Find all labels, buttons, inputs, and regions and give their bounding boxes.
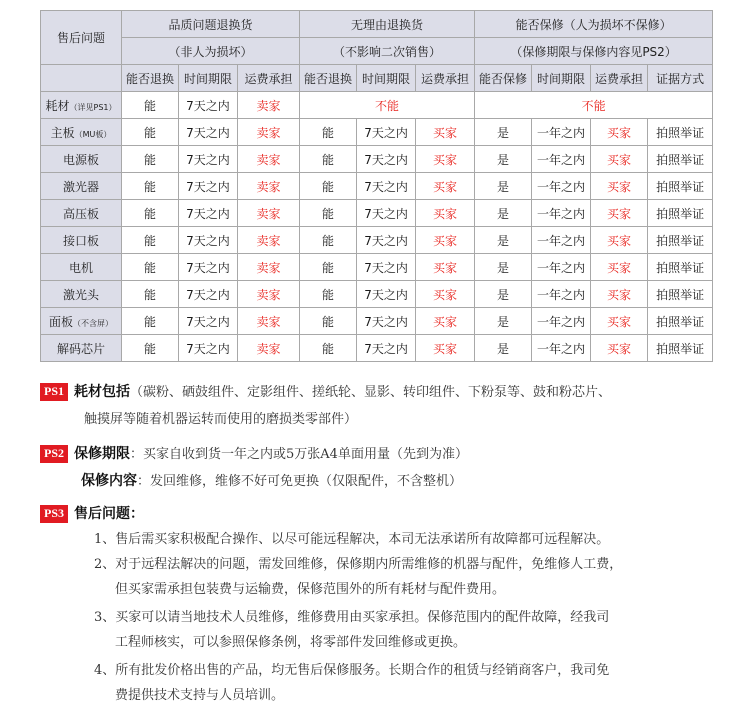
table-cell: 7天之内 [357,119,416,146]
table-cell: 能 [300,173,357,200]
table-cell: 能 [300,146,357,173]
table-cell: 能 [300,119,357,146]
table-cell: 能 [122,92,179,119]
table-cell: 买家 [416,173,475,200]
table-cell: 7天之内 [179,173,238,200]
table-cell: 卖家 [238,335,300,362]
group-subtitle-no-reason: （不影响二次销售） [300,38,475,65]
row-name-text: 高压板 [62,206,99,221]
table-cell: 一年之内 [532,227,591,254]
row-name [41,281,122,308]
table-cell: 一年之内 [532,146,591,173]
table-cell: 7天之内 [179,200,238,227]
ps3-item: 1、售后需买家积极配合操作、以尽可能远程解决，本司无法承诺所有故障都可远程解决。 [94,532,610,547]
table-cell: 买家 [416,146,475,173]
group-title-warranty: 能否保修（人为损坏不保修） [475,11,713,38]
table-cell: 拍照举证 [648,308,713,335]
row-name-text: 电机 [68,260,93,275]
table-cell: 一年之内 [532,200,591,227]
ps3-item: 但买家需承担包装费与运输费，保修范围外的所有耗材与配件费用。 [115,582,506,597]
column-header: 时间期限 [357,65,416,92]
table-cell: 7天之内 [179,227,238,254]
table-cell: 能 [122,200,179,227]
table-cell: 是 [475,254,532,281]
table-cell: 卖家 [238,200,300,227]
table-cell: 能 [122,173,179,200]
table-cell: 能 [122,335,179,362]
table-cell: 买家 [591,308,648,335]
table-cell: 能 [300,227,357,254]
ps3-colon: ： [130,506,145,522]
header-corner: 售后问题 [41,11,122,65]
ps3-item: 工程师核实，可以参照保修条例，将零部件发回维修或更换。 [115,635,467,650]
table-cell: 7天之内 [357,308,416,335]
table-cell: 能 [300,281,357,308]
row-name [41,227,122,254]
table-cell: 不能 [475,92,713,119]
header-blank [41,65,122,92]
table-cell: 7天之内 [179,308,238,335]
table-cell: 卖家 [238,146,300,173]
ps2-note [40,443,468,463]
row-name-text: 激光头 [62,287,99,302]
row-name-text: 解码芯片 [56,341,105,356]
table-row [41,335,713,362]
table-row [41,173,713,200]
table-cell: 拍照举证 [648,254,713,281]
table-cell: 一年之内 [532,173,591,200]
table-cell: 拍照举证 [648,281,713,308]
table-cell: 7天之内 [179,281,238,308]
table-cell: 能 [122,119,179,146]
row-name [41,254,122,281]
ps3-item: 4、所有批发价格出售的产品，均无售后保修服务。长期合作的租赁与经销商客户，我司免 [94,663,610,678]
ps3-note [40,503,144,523]
table-cell: 是 [475,146,532,173]
table-cell: 7天之内 [357,281,416,308]
table-cell: 7天之内 [357,200,416,227]
column-header: 运费承担 [591,65,648,92]
table-cell: 7天之内 [179,119,238,146]
column-header: 能否退换 [122,65,179,92]
row-name-text: 主板 [50,125,75,140]
table-cell: 能 [122,146,179,173]
table-cell: 能 [300,308,357,335]
table-cell: 买家 [591,200,648,227]
table-cell: 能 [122,281,179,308]
table-cell: 7天之内 [357,146,416,173]
table-cell: 7天之内 [357,254,416,281]
table-cell: 是 [475,119,532,146]
table-cell: 7天之内 [179,254,238,281]
row-name [41,146,122,173]
table-row [41,92,713,119]
row-name-text: 面板 [48,314,73,329]
column-header: 时间期限 [532,65,591,92]
ps2-key-period: 保修期限 [74,446,131,462]
row-name [41,119,122,146]
table-cell: 卖家 [238,119,300,146]
ps2-line2 [81,470,462,490]
table-cell: 是 [475,308,532,335]
table-cell: 买家 [591,335,648,362]
column-header: 运费承担 [416,65,475,92]
table-cell: 是 [475,173,532,200]
ps3-item: 3、买家可以请当地技术人员维修，维修费用由买家承担。保修范围内的配件故障，经我司 [94,610,610,625]
column-header: 能否退换 [300,65,357,92]
ps3-item: 2、对于远程法解决的问题，需发回维修，保修期内所需维修的机器与配件，免维修人工费， [94,557,623,572]
table-row [41,146,713,173]
table-cell: 一年之内 [532,335,591,362]
table-cell: 能 [122,308,179,335]
table-cell: 买家 [591,146,648,173]
ps1-line1: （碳粉、硒鼓组件、定影组件、搓纸轮、显影、转印组件、下粉泵等、鼓和粉芯片、 [130,385,612,400]
table-cell: 卖家 [238,254,300,281]
table-cell: 7天之内 [179,92,238,119]
row-name-text: 电源板 [62,152,99,167]
column-header: 时间期限 [179,65,238,92]
table-cell: 买家 [591,119,648,146]
table-cell: 7天之内 [179,146,238,173]
group-subtitle-warranty: （保修期限与保修内容见PS2） [475,38,713,65]
row-name [41,308,122,335]
ps2-text-content: ：发回维修，维修不好可免更换（仅限配件，不含整机） [137,474,463,489]
row-name [41,200,122,227]
table-cell: 7天之内 [357,227,416,254]
row-name-note: （不含屏） [73,318,113,328]
table-cell: 买家 [416,308,475,335]
group-title-no-reason: 无理由退换货 [300,11,475,38]
ps2-text-period: ：买家自收到货一年之内或5万张A4单面用量（先到为准） [130,447,468,462]
table-cell: 7天之内 [357,173,416,200]
row-name [41,92,122,119]
table-row [41,281,713,308]
table-cell: 买家 [416,281,475,308]
ps3-key: 售后问题 [74,506,131,522]
table-cell: 拍照举证 [648,146,713,173]
table-cell: 买家 [591,281,648,308]
table-cell: 7天之内 [179,335,238,362]
table-cell: 买家 [591,173,648,200]
row-name-text: 接口板 [62,233,99,248]
after-sales-table [40,10,713,362]
table-cell: 买家 [416,254,475,281]
table-cell: 一年之内 [532,281,591,308]
table-cell: 拍照举证 [648,119,713,146]
table-cell: 一年之内 [532,254,591,281]
table-cell: 买家 [416,227,475,254]
table-cell: 是 [475,200,532,227]
table-cell: 能 [122,254,179,281]
column-header: 运费承担 [238,65,300,92]
ps1-key: 耗材包括 [74,384,131,400]
table-cell: 卖家 [238,227,300,254]
ps3-item: 费提供技术支持与人员培训。 [115,688,285,703]
table-cell: 一年之内 [532,308,591,335]
table-cell: 是 [475,227,532,254]
table-cell: 不能 [300,92,475,119]
row-name-note: （详见PS1） [69,102,117,112]
table-row [41,119,713,146]
table-cell: 是 [475,281,532,308]
ps1-tag: PS1 [40,383,68,401]
row-name [41,335,122,362]
group-title-quality: 品质问题退换货 [122,11,300,38]
table-cell: 买家 [416,335,475,362]
table-cell: 能 [300,200,357,227]
ps2-key-content: 保修内容 [81,473,137,489]
table-cell: 拍照举证 [648,335,713,362]
table-cell: 卖家 [238,281,300,308]
row-name-text: 耗材 [45,98,70,113]
ps1-note [40,381,611,401]
table-cell: 卖家 [238,308,300,335]
ps3-tag: PS3 [40,505,68,523]
table-row [41,254,713,281]
table-cell: 一年之内 [532,119,591,146]
table-cell: 卖家 [238,173,300,200]
table-cell: 7天之内 [357,335,416,362]
table-cell: 拍照举证 [648,227,713,254]
table-cell: 能 [300,254,357,281]
table-cell: 买家 [591,254,648,281]
table-cell: 是 [475,335,532,362]
column-header: 能否保修 [475,65,532,92]
table-cell: 买家 [416,119,475,146]
ps2-tag: PS2 [40,445,68,463]
table-cell: 能 [300,335,357,362]
table-row [41,200,713,227]
table-row [41,308,713,335]
group-subtitle-quality: （非人为损坏） [122,38,300,65]
table-cell: 拍照举证 [648,173,713,200]
table-cell: 买家 [591,227,648,254]
table-cell: 能 [122,227,179,254]
table-row [41,227,713,254]
table-cell: 买家 [416,200,475,227]
column-header: 证据方式 [648,65,713,92]
row-name-text: 激光器 [62,179,99,194]
table-cell: 拍照举证 [648,200,713,227]
table-cell: 卖家 [238,92,300,119]
row-name-note: （MU板） [74,129,112,139]
row-name [41,173,122,200]
ps1-line2: 触摸屏等随着机器运转而使用的磨损类零部件） [84,412,358,427]
